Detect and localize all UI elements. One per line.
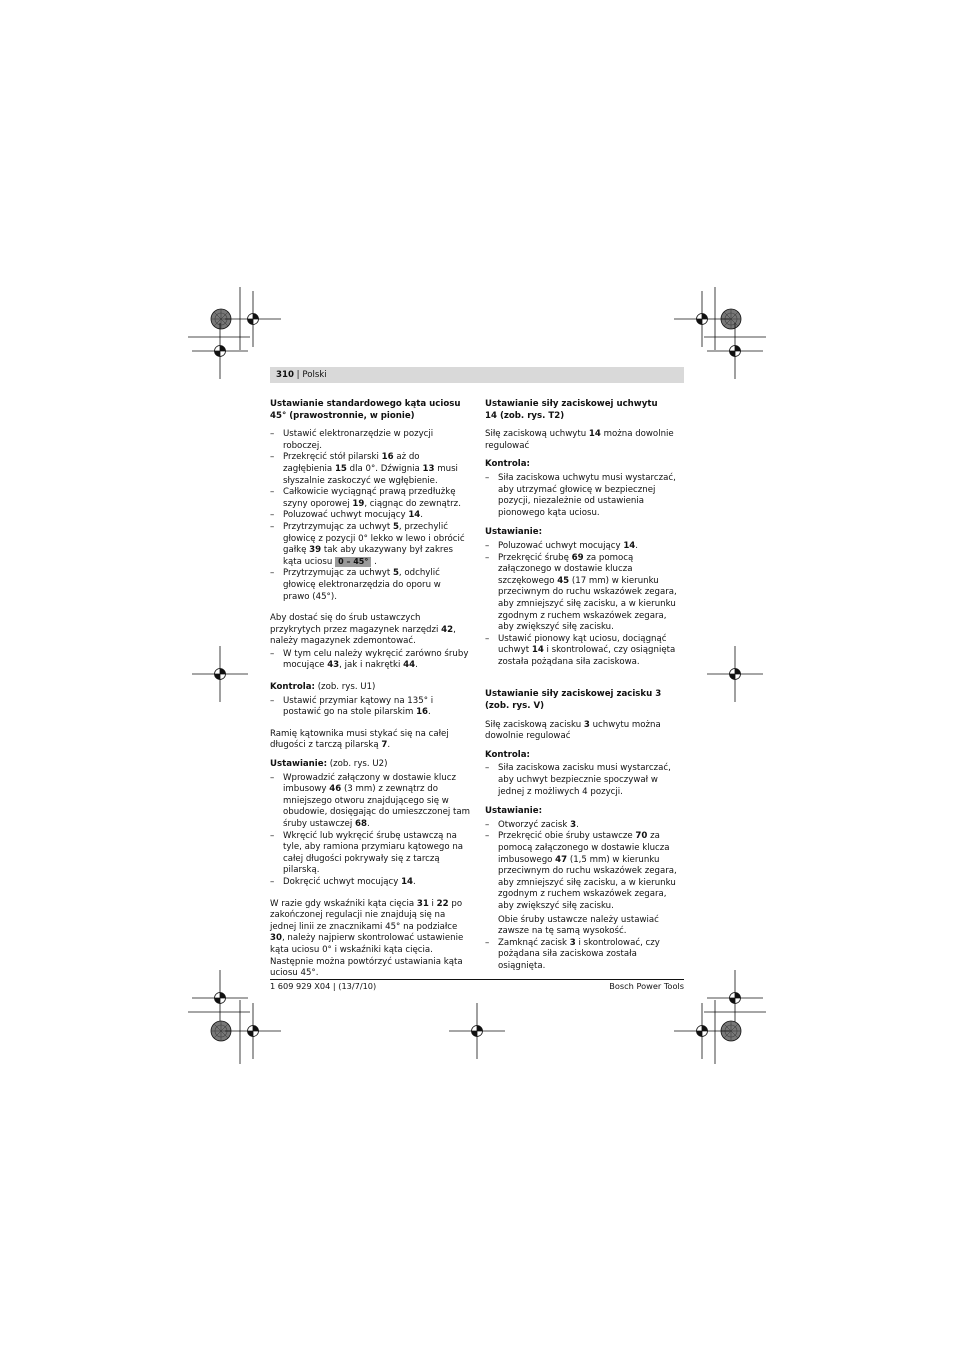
setup-heading: Ustawianie: (zob. rys. U2) bbox=[270, 759, 388, 770]
setup-heading: Ustawianie: bbox=[485, 527, 543, 538]
list-item: – W tym celu należy wykręcić zarówno śruby mocujące 43, jak i nakrętki 44. bbox=[270, 649, 470, 672]
cross-mark-bottom-center bbox=[449, 1003, 505, 1059]
setup-heading: Ustawianie: bbox=[485, 806, 543, 817]
list-item: – Całkowicie wyciągnąć prawą przedłużkę szyny oporowej 19, ciągnąc do zewnątrz. bbox=[270, 487, 470, 510]
list-item: – Wprowadzić załączony w dostawie klucz imbusowy 46 (3 mm) z zewnątrz do mniejszego otworu znajdującego się w obudowie, dosięgając do umieszczonej tam śruby ustawczej 68. bbox=[270, 773, 470, 831]
cross-mark-middle-left bbox=[192, 646, 248, 702]
section-title-handle-clamp: Ustawianie siły zaciskowej uchwytu 14 (zob. rys. T2) bbox=[485, 399, 658, 421]
page-number: 310 bbox=[276, 370, 294, 380]
list-45-bevel-steps bbox=[270, 429, 470, 603]
list-item: – Przekręcić śrubę 69 za pomocą załączonego w dostawie klucza szczękowego 45 (17 mm) w kierunku przeciwnym do ruchu wskazówek zegara, aby zmniejszyć siłę zacisku, a w kierunku zgodnym z ruchem wskazówek zegara, aby zwiększyć siłę zacisku. bbox=[485, 553, 685, 634]
list-item: – Poluzować uchwyt mocujący 14. bbox=[270, 510, 470, 522]
paragraph-square-arm: Ramię kątownika musi stykać się na całej długości z tarczą pilarską 7. bbox=[270, 728, 449, 751]
list-setup bbox=[485, 820, 685, 973]
list-item: – Przekręcić stół pilarski 16 aż do zagłębienia 15 dla 0°. Dźwignia 13 musi słyszalnie zaskoczyć we wgłębienie. bbox=[270, 452, 470, 487]
header-language: Polski bbox=[302, 370, 327, 380]
list-check bbox=[270, 696, 470, 719]
list-magazine bbox=[270, 649, 470, 672]
angle-range-badge: 0 – 45° bbox=[335, 557, 371, 567]
note-same-height: Obie śruby ustawcze należy ustawiać zawsze na tę samą wysokość. bbox=[498, 914, 659, 937]
list-check bbox=[485, 473, 685, 519]
paragraph-clamp: Siłę zaciskową zacisku 3 uchwytu można dowolnie regulować bbox=[485, 719, 661, 742]
list-item: – Poluzować uchwyt mocujący 14. bbox=[485, 541, 685, 553]
list-setup bbox=[270, 773, 470, 889]
paragraph-indicators: W razie gdy wskaźniki kąta cięcia 31 i 22 po zakończonej regulacji nie znajdują się na jednej linii ze znacznikami 45° na podziałce 30, należy najpierw skontrolować ustawienie kąta uciosu 0° i wskaźniki kąta cięcia. Następnie można powtórzyć ustawiania kąta uciosu 45°. bbox=[270, 898, 464, 979]
section-title-45-bevel: Ustawianie standardowego kąta uciosu 45° (prawostronnie, w pionie) bbox=[270, 399, 461, 421]
list-item: – Zamknąć zacisk 3 i skontrolować, czy pożądana siła zaciskowa została osiągnięta. bbox=[485, 938, 685, 973]
list-setup bbox=[485, 541, 685, 669]
paragraph-handle-clamp: Siłę zaciskową uchwytu 14 można dowolnie regulować bbox=[485, 429, 674, 451]
footer-doc-number: 1 609 929 X04 | (13/7/10) bbox=[270, 981, 377, 991]
list-item: – Ustawić pionowy kąt uciosu, dociągnąć uchwyt 14 i skontrolować, czy osiągnięta została pożądana siła zaciskowa. bbox=[485, 634, 685, 669]
page-header bbox=[270, 367, 684, 383]
list-item: – Ustawić przymiar kątowy na 135° i postawić go na stole pilarskim 16. bbox=[270, 696, 470, 719]
right-column bbox=[485, 399, 685, 980]
list-item: – Dokręcić uchwyt mocujący 14. bbox=[270, 877, 470, 889]
footer-brand: Bosch Power Tools bbox=[609, 981, 684, 991]
list-item: – Przytrzymując za uchwyt 5, przechylić głowicę z pozycji 0° lekko w lewo i obrócić gałkę 39 tak aby ukazywany był zakres kąta uciosu 0 – 45° . bbox=[270, 522, 470, 568]
cross-mark-top-right bbox=[674, 291, 730, 347]
list-item: – Ustawić elektronarzędzie w pozycji roboczej. bbox=[270, 429, 470, 452]
check-heading: Kontrola: bbox=[485, 749, 530, 760]
section-title-clamp: Ustawianie siły zaciskowej zacisku 3 (zob. rys. V) bbox=[485, 689, 662, 712]
list-item: – Otworzyć zacisk 3. bbox=[485, 820, 685, 832]
list-item: – Wkręcić lub wykręcić śrubę ustawczą na tyle, aby ramiona przymiaru kątowego na całej długości pokrywały się z tarczą pilarską. bbox=[270, 831, 470, 877]
footer-rule bbox=[270, 979, 684, 980]
header-text: 310 | Polski bbox=[276, 370, 327, 380]
list-item: – Przekręcić obie śruby ustawcze 70 za pomocą załączonego w dostawie klucza imbusowego 47 (1,5 mm) w kierunku przeciwnym do ruchu wskazówek zegara, aby zmniejszyć siłę zacisku, a w kierunku zgodnym z ruchem wskazówek zegara, aby zwiększyć siłę zacisku. Obie śruby ustawcze należy ustawiać zawsze na tę samą wysokość. bbox=[485, 831, 685, 937]
list-check bbox=[485, 763, 685, 798]
cross-mark-bottom-right bbox=[674, 1003, 730, 1059]
cross-mark-top-left bbox=[225, 291, 281, 347]
left-column bbox=[270, 399, 470, 987]
list-item: – Przytrzymując za uchwyt 5, odchylić głowicę elektronarzędzia do oporu w prawo (45°). bbox=[270, 568, 470, 603]
check-heading: Kontrola: bbox=[485, 459, 530, 470]
list-item: – Siła zaciskowa zacisku musi wystarczać, aby uchwyt bezpiecznie spoczywał w jednej z możliwych 4 pozycji. bbox=[485, 763, 685, 798]
check-heading: Kontrola: (zob. rys. U1) bbox=[270, 682, 376, 693]
cross-mark-bottom-left bbox=[225, 1003, 281, 1059]
paragraph-magazine: Aby dostać się do śrub ustawczych przykrytych przez magazynek narzędzi 42, należy magazynek zdemontować. bbox=[270, 613, 456, 647]
cross-mark-right-1 bbox=[707, 323, 763, 379]
cross-mark-middle-right bbox=[707, 646, 763, 702]
list-item: – Siła zaciskowa uchwytu musi wystarczać, aby utrzymać głowicę w bezpiecznej pozycji, niezależnie od ustawienia pionowego kąta uciosu. bbox=[485, 473, 685, 519]
cross-mark-right-2 bbox=[707, 970, 763, 1026]
